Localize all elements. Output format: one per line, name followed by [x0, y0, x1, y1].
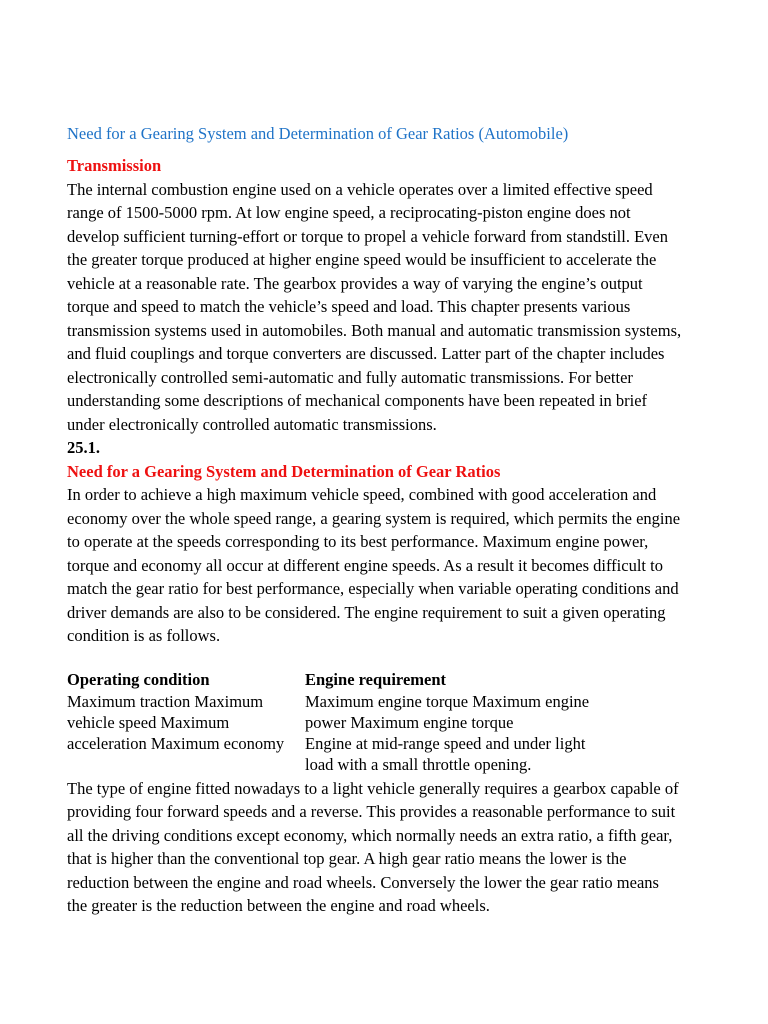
table-header-operating-condition: Operating condition — [67, 669, 210, 689]
paragraph-line: all the driving conditions except economy, which normally needs an extra ratio, a fifth gear, — [67, 825, 673, 845]
gearing-paragraph — [67, 483, 727, 648]
paragraph-line: to operate at the speeds corresponding to its best performance. Maximum engine power, — [67, 532, 649, 551]
paragraph-line: The type of engine fitted nowadays to a light vehicle generally requires a gearbox capable of — [67, 778, 679, 798]
blank-line — [67, 648, 727, 668]
cell-line: load with a small throttle opening. — [305, 754, 532, 774]
document-page — [67, 122, 727, 918]
section-heading-gearing: Need for a Gearing System and Determination of Gear Ratios — [67, 461, 501, 481]
paragraph-line: understanding some descriptions of mechanical components have been repeated in brief — [67, 391, 648, 410]
cell-line: Maximum traction Maximum — [67, 691, 264, 711]
cell-line: Engine at mid-range speed and under light — [305, 733, 586, 753]
cell-line: acceleration Maximum economy — [67, 733, 285, 753]
paragraph-line: driver demands are also to be considered. The engine requirement to suit a given operating — [67, 602, 666, 622]
paragraph-line: In order to achieve a high maximum vehicle speed, combined with good acceleration and — [67, 485, 657, 504]
gearbox-paragraph — [67, 777, 727, 918]
table-header-engine-requirement: Engine requirement — [305, 669, 447, 689]
paragraph-line: The internal combustion engine used on a vehicle operates over a limited effective speed — [67, 179, 653, 199]
paragraph-line: develop sufficient turning-effort or torque to propel a vehicle forward from standstill. Even — [67, 226, 669, 246]
paragraph-line: providing four forward speeds and a reverse. This provides a reasonable performance to suit — [67, 802, 676, 821]
paragraph-line: the greater is the reduction between the engine and road wheels. — [67, 896, 490, 915]
cell-line: vehicle speed Maximum — [67, 712, 230, 732]
section-number: 25.1. — [67, 438, 100, 457]
table-row — [67, 691, 635, 775]
paragraph-line: under electronically controlled automatic transmissions. — [67, 414, 437, 434]
operating-condition-cell — [67, 691, 305, 775]
paragraph-line: torque and speed to match the vehicle’s speed and load. This chapter presents various — [67, 297, 631, 316]
paragraph-line: economy over the whole speed range, a gearing system is required, which permits the engine — [67, 508, 681, 528]
paragraph-line: electronically controlled semi-automatic and fully automatic transmissions. For better — [67, 367, 633, 387]
paragraph-line: torque and economy all occur at different engine speeds. As a result it becomes difficult to — [67, 555, 663, 575]
transmission-paragraph — [67, 178, 727, 437]
paragraph-line: match the gear ratio for best performance, especially when variable operating conditions and — [67, 579, 679, 598]
cell-line: power Maximum engine torque — [305, 712, 514, 732]
cell-line: Maximum engine torque Maximum engine — [305, 691, 590, 711]
paragraph-line: the greater torque produced at higher engine speed would be insufficient to accelerate the — [67, 250, 657, 269]
paragraph-line: vehicle at a reasonable rate. The gearbox provides a way of varying the engine’s output — [67, 273, 643, 293]
requirements-table — [67, 668, 635, 775]
section-heading-transmission: Transmission — [67, 156, 162, 175]
paragraph-line: transmission systems used in automobiles. Both manual and automatic transmission systems, — [67, 320, 682, 340]
paragraph-line: reduction between the engine and road wheels. Conversely the lower the gear ratio means — [67, 872, 659, 892]
document-title: Need for a Gearing System and Determination of Gear Ratios (Automobile) — [67, 124, 569, 143]
paragraph-line: that is higher than the conventional top gear. A high gear ratio means the lower is the — [67, 849, 627, 868]
engine-requirement-cell — [305, 691, 635, 775]
table-header-row — [67, 668, 635, 691]
paragraph-line: range of 1500-5000 rpm. At low engine speed, a reciprocating-piston engine does not — [67, 203, 631, 222]
paragraph-line: condition is as follows. — [67, 626, 221, 645]
paragraph-line: and fluid couplings and torque converters are discussed. Latter part of the chapter includes — [67, 344, 665, 363]
